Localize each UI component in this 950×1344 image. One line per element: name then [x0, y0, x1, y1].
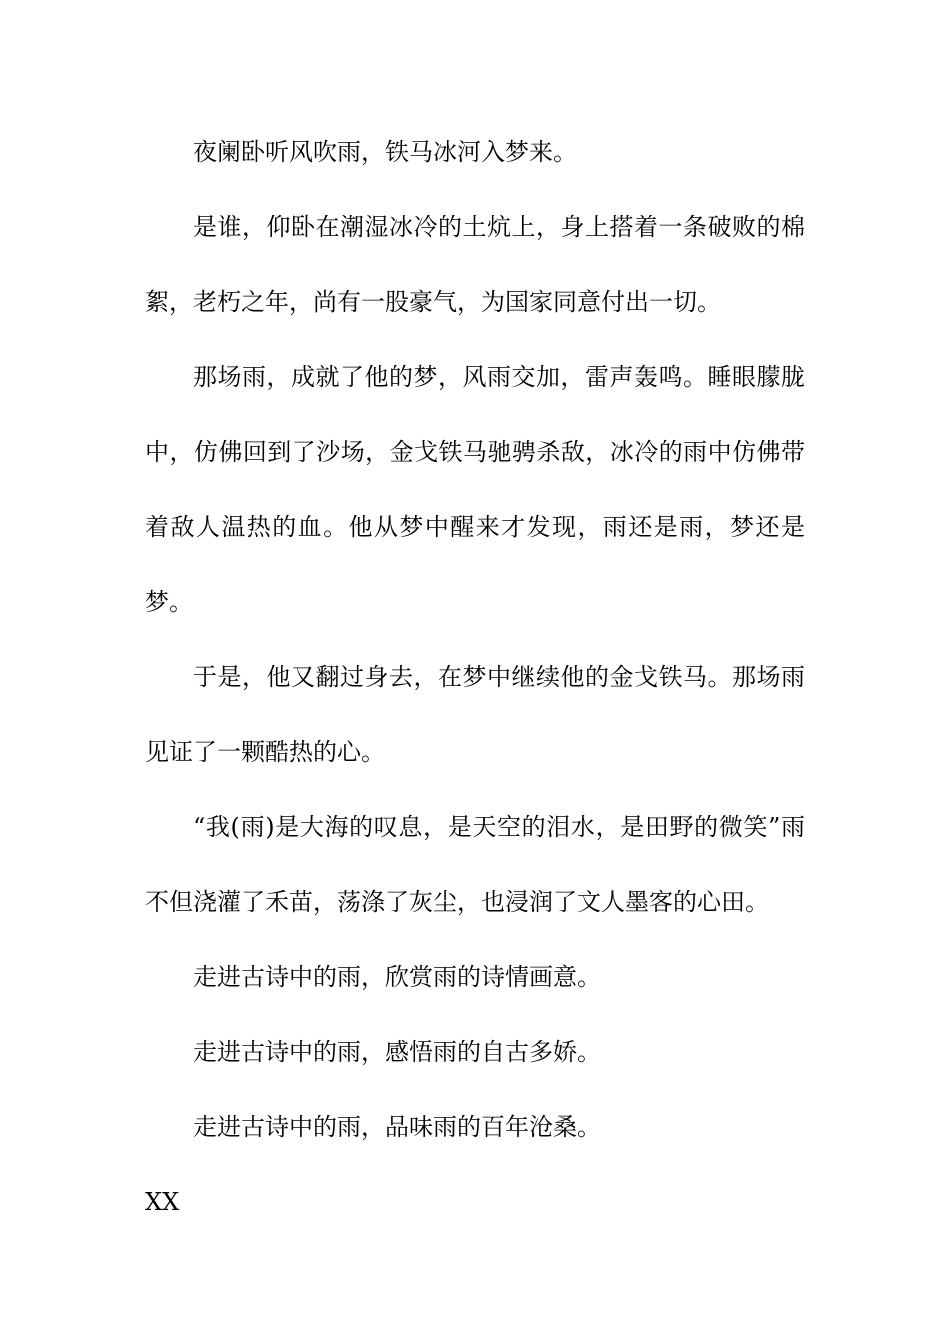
document-body — [145, 115, 805, 1240]
paragraph-4: 于是，他又翻过身去，在梦中继续他的金戈铁马。那场雨见证了一颗酷热的心。 — [145, 663, 805, 766]
paragraph-1: 夜阑卧听风吹雨，铁马冰河入梦来。 — [193, 138, 577, 166]
footer-text: XX — [145, 1188, 180, 1216]
paragraph-5: “我(雨)是大海的叹息，是天空的泪水，是田野的微笑”雨不但浇灌了禾苗，荡涤了灰尘，也浸润了文人墨客的心田。 — [145, 813, 805, 916]
paragraph-3: 那场雨，成就了他的梦，风雨交加，雷声轰鸣。睡眼朦胧中，仿佛回到了沙场，金戈铁马驰骋杀敌，冰冷的雨中仿佛带着敌人温热的血。他从梦中醒来才发现，雨还是雨，梦还是梦。 — [145, 363, 805, 616]
paragraph-8: 走进古诗中的雨，品味雨的百年沧桑。 — [193, 1113, 601, 1141]
paragraph-7: 走进古诗中的雨，感悟雨的自古多娇。 — [193, 1038, 601, 1066]
paragraph-2: 是谁，仰卧在潮湿冰冷的土炕上，身上搭着一条破败的棉絮，老朽之年，尚有一股豪气，为国家同意付出一切。 — [145, 213, 805, 316]
paragraph-6: 走进古诗中的雨，欣赏雨的诗情画意。 — [193, 963, 601, 991]
